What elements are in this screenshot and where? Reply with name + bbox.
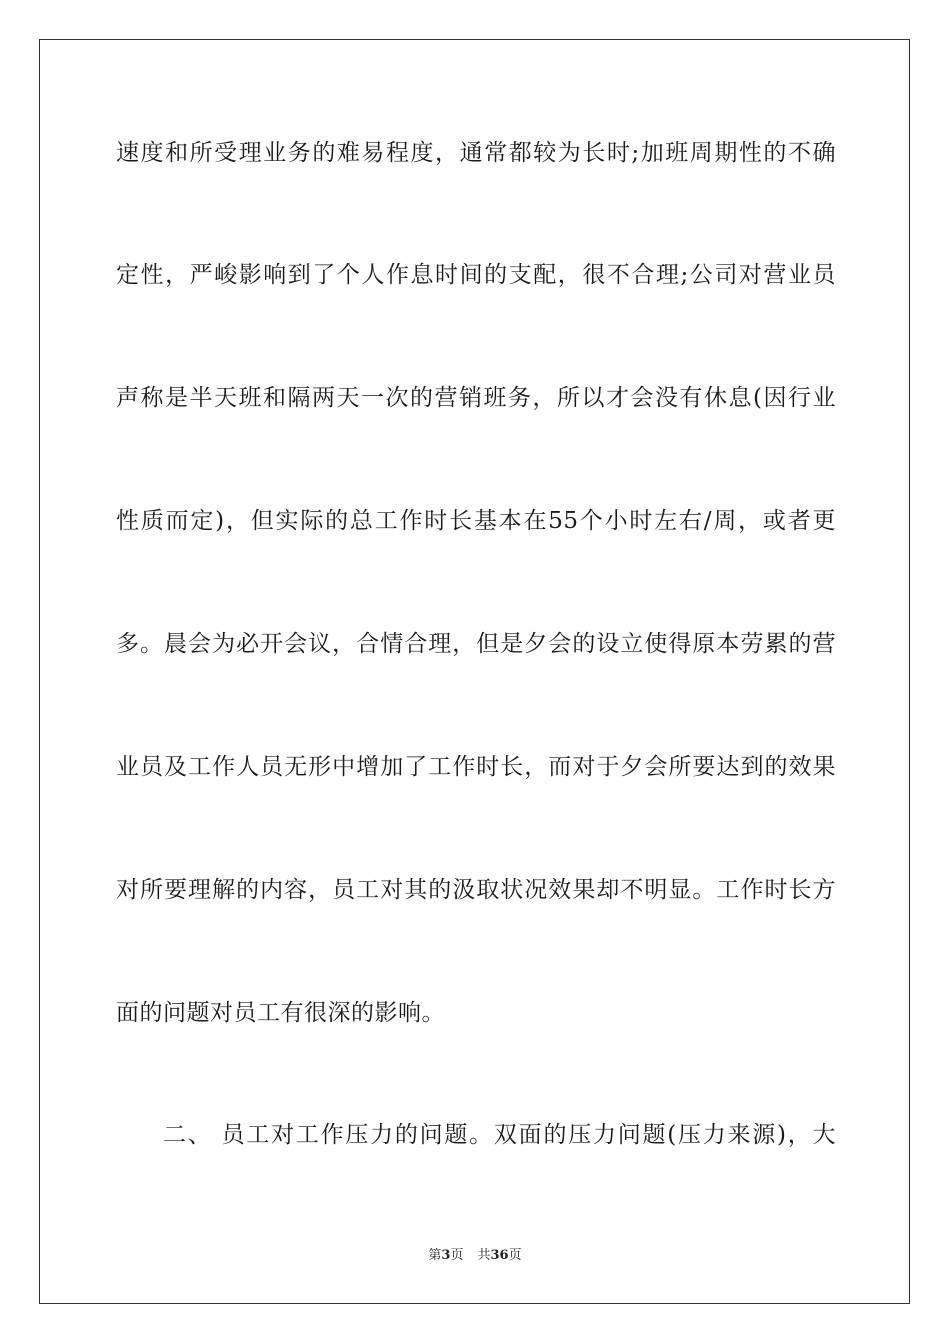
paragraph-line-2: 定性，严峻影响到了个人作息时间的支配，很不合理;公司对营业员 [116, 262, 836, 288]
paragraph-line-1: 速度和所受理业务的难易程度，通常都较为长时;加班周期性的不确 [116, 140, 836, 166]
page-number: 3 [441, 1248, 451, 1263]
paragraph-line-7: 对所要理解的内容，员工对其的汲取状况效果却不明显。工作时长方 [116, 877, 836, 903]
paragraph-line-3: 声称是半天班和隔两天一次的营销班务，所以才会没有休息(因行业 [116, 385, 836, 411]
paragraph-line-4: 性质而定)，但实际的总工作时长基本在55个小时左右/周，或者更 [116, 508, 836, 534]
total-prefix: 共 [477, 1248, 491, 1263]
paragraph-line-5: 多。晨会为必开会议，合情合理，但是夕会的设立使得原本劳累的营 [116, 631, 836, 657]
paragraph-line-8: 面的问题对员工有很深的影响。 [116, 1000, 445, 1026]
total-suffix: 页 [508, 1248, 522, 1263]
page-prefix: 第 [428, 1248, 442, 1263]
page-border [39, 39, 910, 1304]
page-suffix: 页 [450, 1248, 464, 1263]
page-footer [0, 1247, 950, 1265]
section-heading-line: 二、 员工对工作压力的问题。双面的压力问题(压力来源)，大 [163, 1122, 836, 1148]
paragraph-line-6: 业员及工作人员无形中增加了工作时长，而对于夕会所要达到的效果 [116, 754, 836, 780]
total-pages: 36 [490, 1248, 509, 1263]
